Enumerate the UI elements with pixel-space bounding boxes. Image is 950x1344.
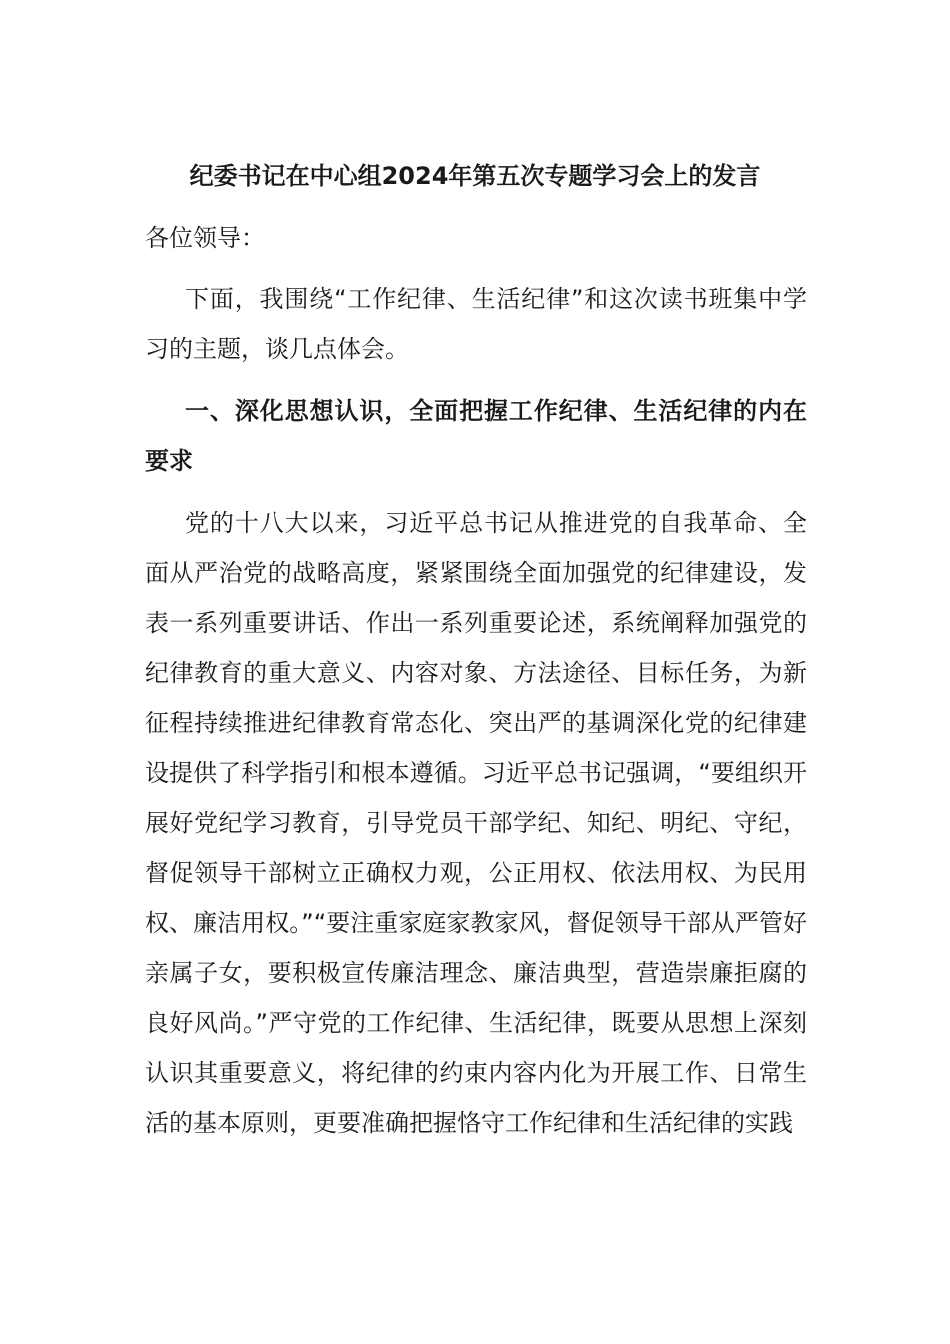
body-paragraph: 党的十八大以来，习近平总书记从推进党的自我革命、全面从严治党的战略高度，紧紧围绕全面加强党的纪律建设，发表一系列重要讲话、作出一系列重要论述，系统阐释加强党的纪律教育的重大意义、内容对象、方法途径、目标任务，为新征程持续推进纪律教育常态化、突出严的基调深化党的纪律建设提供了科学指引和根本遵循。习近平总书记强调，“要组织开展好党纪学习教育，引导党员干部学纪、知纪、明纪、守纪，督促领导干部树立正确权力观，公正用权、依法用权、为民用权、廉洁用权。”“要注重家庭家教家风，督促领导干部从严管好亲属子女，要积极宣传廉洁理念、廉洁典型，营造崇廉拒腐的良好风尚。”严守党的工作纪律、生活纪律，既要从思想上深刻认识其重要意义，将纪律的约束内容内化为开展工作、日常生活的基本原则，更要准确把握恪守工作纪律和生活纪律的实践 <box>145 509 807 1137</box>
salutation: 各位领导： <box>145 224 265 252</box>
section-heading: 一、深化思想认识，全面把握工作纪律、生活纪律的内在要求 <box>145 397 807 475</box>
document-title: 纪委书记在中心组2024年第五次专题学习会上的发言 <box>189 162 761 190</box>
intro-paragraph: 下面，我围绕“工作纪律、生活纪律”和这次读书班集中学习的主题，谈几点体会。 <box>145 285 807 363</box>
